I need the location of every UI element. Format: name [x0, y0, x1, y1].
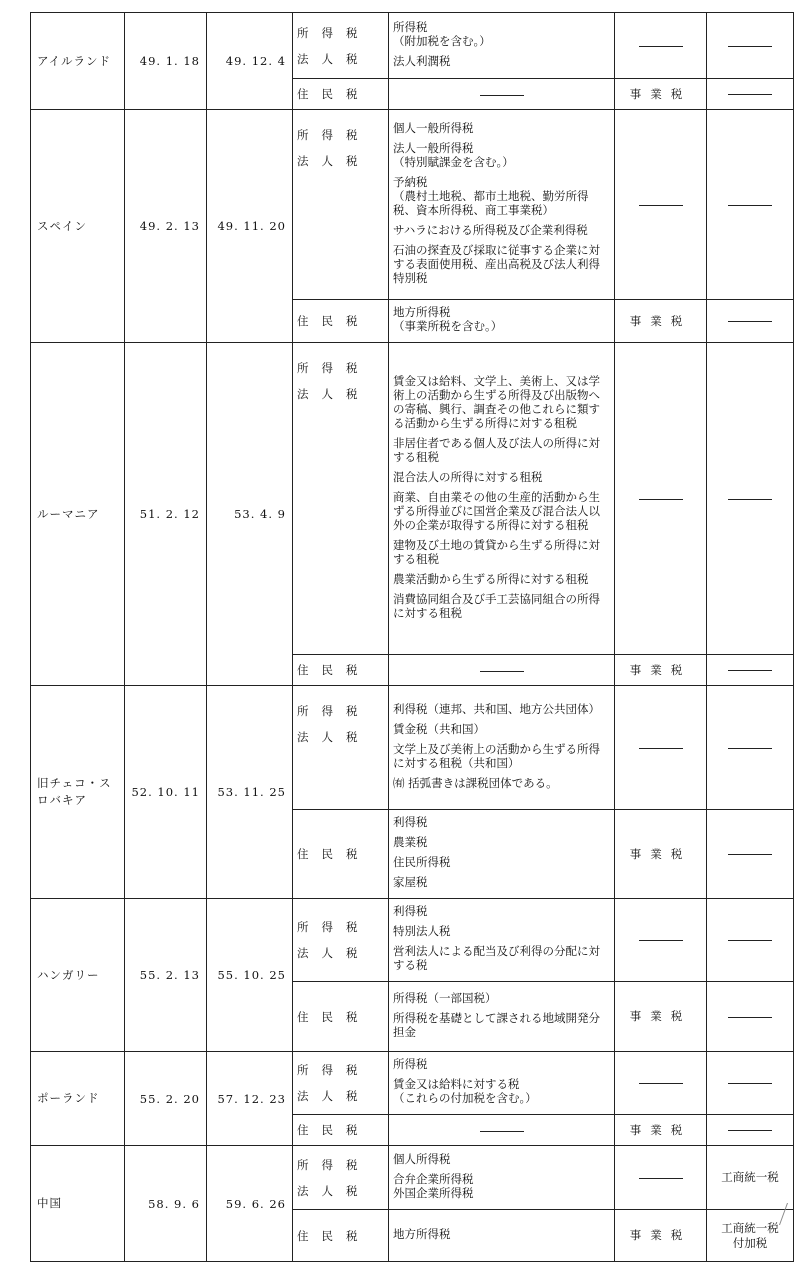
foreign-tax-item: 利得税: [393, 815, 428, 829]
signed-date: 51. 2. 12: [125, 343, 207, 686]
signed-date: 55. 2. 13: [125, 899, 207, 1052]
jigyo-tax-label: 事業税: [629, 1228, 692, 1242]
effective-date: 49. 12. 4: [207, 13, 293, 110]
japan-local-tax: [615, 300, 707, 343]
japan-local-tax: [615, 982, 707, 1052]
signed-date: 49. 2. 13: [125, 110, 207, 343]
other-tax: [707, 982, 794, 1052]
tax-category-label: 法人税: [297, 51, 371, 66]
dash-mark: [728, 94, 772, 95]
tax-category-label: 所得税: [297, 361, 371, 375]
japan-local-tax: [615, 686, 707, 810]
dash-mark: [639, 1083, 683, 1084]
tax-category-label: 所得税: [297, 1157, 371, 1172]
foreign-tax-item: 住民所得税: [393, 855, 451, 869]
country-name: スペイン: [31, 110, 125, 343]
dash-mark: [639, 940, 683, 941]
country-row-national: [31, 13, 794, 79]
tax-category-label: 住民税: [297, 1228, 371, 1243]
effective-date: 49. 11. 20: [207, 110, 293, 343]
dash-mark: [639, 748, 683, 749]
other-tax: [707, 686, 794, 810]
other-tax: [707, 810, 794, 899]
foreign-tax-item: 非居住者である個人及び法人の所得に対する租税: [393, 435, 600, 464]
japan-tax-category: [293, 300, 389, 343]
foreign-tax-item: 地方所得税: [393, 1226, 451, 1241]
signed-date: 49. 1. 18: [125, 13, 207, 110]
foreign-tax-list: [389, 110, 615, 300]
dash-mark: [480, 95, 524, 96]
country-name: アイルランド: [31, 13, 125, 110]
signed-date: 58. 9. 6: [125, 1146, 207, 1262]
japan-tax-category: [293, 110, 389, 300]
foreign-tax-list: [389, 300, 615, 343]
dash-mark: [728, 499, 772, 500]
country-row-national: [31, 1146, 794, 1210]
japan-local-tax: [615, 899, 707, 982]
japan-local-tax: [615, 655, 707, 686]
japan-local-tax: [615, 1146, 707, 1210]
country-row-national: [31, 343, 794, 655]
japan-local-tax: [615, 810, 707, 899]
other-tax: [707, 1052, 794, 1115]
foreign-tax-item: 特別法人税: [393, 924, 451, 938]
tax-category-label: 住民税: [297, 847, 371, 861]
foreign-tax-item: 地方所得税 （事業所税を含む。）: [393, 305, 503, 333]
foreign-tax-item: 予納税 （農村土地税、都市土地税、勤労所得税、資本所得税、商工事業税）: [393, 174, 589, 217]
japan-tax-category: [293, 1146, 389, 1210]
effective-date: 53. 4. 9: [207, 343, 293, 686]
foreign-tax-item: 営利法人による配当及び利得の分配に対する税: [393, 944, 600, 972]
tax-category-label: 法人税: [297, 387, 371, 401]
japan-tax-category: [293, 982, 389, 1052]
dash-mark: [728, 748, 772, 749]
foreign-tax-list: [389, 13, 615, 79]
foreign-tax-item: 混合法人の所得に対する租税: [393, 469, 543, 484]
country-name: 中国: [31, 1146, 125, 1262]
other-tax: [707, 1115, 794, 1146]
country-name: ハンガリー: [31, 899, 125, 1052]
tax-category-label: 所得税: [297, 128, 371, 142]
dash-mark: [480, 1131, 524, 1132]
foreign-tax-list: [389, 810, 615, 899]
foreign-tax-item: 農業税: [393, 835, 428, 849]
dash-mark: [728, 46, 772, 47]
jigyo-tax-label: 事業税: [629, 1122, 692, 1137]
tax-category-label: 住民税: [297, 1009, 371, 1024]
jigyo-tax-label: 事業税: [629, 313, 692, 328]
tax-category-label: 所得税: [297, 1063, 371, 1077]
country-name: 旧チェコ・スロバキア: [31, 686, 125, 899]
other-tax: 工商統一税: [707, 1146, 794, 1210]
tax-category-label: 法人税: [297, 1183, 371, 1198]
foreign-tax-item: 賃金税（共和国）: [393, 721, 485, 736]
japan-local-tax: [615, 110, 707, 300]
foreign-tax-item: 個人一般所得税: [393, 120, 474, 135]
foreign-tax-item: 法人利潤税: [393, 53, 451, 68]
jigyo-tax-label: 事業税: [629, 1009, 692, 1023]
foreign-tax-list: [389, 1052, 615, 1115]
dash-mark: [728, 1083, 772, 1084]
foreign-tax-item: 利得税（連邦、共和国、地方公共団体）: [393, 701, 600, 716]
dash-mark: [639, 1178, 683, 1179]
other-tax: 工商統一税 付加税: [707, 1210, 794, 1262]
country-row-national: [31, 110, 794, 300]
dash-mark: [639, 499, 683, 500]
foreign-tax-item: 商業、自由業その他の生産的活動から生ずる所得並びに国営企業及び混合法人以外の企業が取得する所得に対する租税: [393, 489, 600, 532]
tax-category-label: 法人税: [297, 730, 371, 744]
effective-date: 59. 6. 26: [207, 1146, 293, 1262]
foreign-tax-list: [389, 655, 615, 686]
country-row-national: [31, 686, 794, 810]
foreign-tax-item: 所得税を基礎として課される地域開発分担金: [393, 1010, 600, 1039]
country-row-national: [31, 1052, 794, 1115]
effective-date: 53. 11. 25: [207, 686, 293, 899]
dash-mark: [728, 670, 772, 671]
tax-category-label: 住民税: [297, 1123, 371, 1137]
foreign-tax-item: 所得税（一部国税）: [393, 990, 497, 1005]
other-tax: [707, 110, 794, 300]
dash-mark: [728, 854, 772, 855]
foreign-tax-list: [389, 1115, 615, 1146]
other-tax: [707, 300, 794, 343]
foreign-tax-item: 所得税: [393, 1057, 428, 1071]
foreign-tax-item: 個人所得税: [393, 1151, 451, 1166]
foreign-tax-list: [389, 686, 615, 810]
tax-category-label: 法人税: [297, 154, 371, 168]
tax-category-label: 法人税: [297, 1089, 371, 1103]
other-tax: [707, 343, 794, 655]
japan-tax-category: [293, 1115, 389, 1146]
dash-mark: [728, 1130, 772, 1131]
japan-local-tax: [615, 13, 707, 79]
foreign-tax-item: 所得税 （附加税を含む。）: [393, 19, 491, 48]
foreign-tax-item: 家屋税: [393, 875, 428, 889]
other-tax: [707, 13, 794, 79]
japan-tax-category: [293, 79, 389, 110]
japan-tax-category: [293, 1210, 389, 1262]
dash-mark: [728, 1017, 772, 1018]
dash-mark: [728, 205, 772, 206]
foreign-tax-list: [389, 343, 615, 655]
japan-tax-category: [293, 13, 389, 79]
foreign-tax-item: 利得税: [393, 904, 428, 918]
japan-local-tax: [615, 1052, 707, 1115]
country-name: ルーマニア: [31, 343, 125, 686]
effective-date: 55. 10. 25: [207, 899, 293, 1052]
foreign-tax-item: 建物及び土地の賃貸から生ずる所得に対する租税: [393, 537, 600, 566]
tax-category-label: 法人税: [297, 946, 371, 960]
dash-mark: [728, 321, 772, 322]
other-tax: [707, 655, 794, 686]
tax-category-label: 住民税: [297, 314, 371, 328]
effective-date: 57. 12. 23: [207, 1052, 293, 1146]
foreign-tax-list: [389, 1210, 615, 1262]
foreign-tax-list: [389, 79, 615, 110]
japan-tax-category: [293, 343, 389, 655]
foreign-tax-list: [389, 899, 615, 982]
dash-mark: [639, 46, 683, 47]
foreign-tax-item: 消費協同組合及び手工芸協同組合の所得に対する租税: [393, 591, 600, 620]
japan-local-tax: [615, 1210, 707, 1262]
foreign-tax-item: ㈲ 括弧書きは課税団体である。: [393, 775, 558, 790]
dash-mark: [480, 671, 524, 672]
dash-mark: [728, 940, 772, 941]
tax-category-label: 所得税: [297, 25, 371, 40]
tax-category-label: 住民税: [297, 663, 371, 677]
signed-date: 55. 2. 20: [125, 1052, 207, 1146]
japan-tax-category: [293, 686, 389, 810]
signed-date: 52. 10. 11: [125, 686, 207, 899]
foreign-tax-list: [389, 1146, 615, 1210]
tax-category-label: 所得税: [297, 920, 371, 934]
other-tax: [707, 79, 794, 110]
japan-tax-category: [293, 899, 389, 982]
japan-tax-category: [293, 655, 389, 686]
foreign-tax-list: [389, 982, 615, 1052]
foreign-tax-item: 合弁企業所得税 外国企業所得税: [393, 1171, 474, 1200]
foreign-tax-item: 文学上及び美術上の活動から生ずる所得に対する租税（共和国）: [393, 741, 600, 770]
jigyo-tax-label: 事業税: [629, 662, 692, 677]
japan-local-tax: [615, 79, 707, 110]
other-tax: [707, 899, 794, 982]
jigyo-tax-label: 事業税: [629, 86, 692, 101]
country-row-national: [31, 899, 794, 982]
japan-local-tax: [615, 1115, 707, 1146]
foreign-tax-item: 賃金又は給料に対する税 （これらの付加税を含む。）: [393, 1077, 537, 1105]
japan-tax-category: [293, 1052, 389, 1115]
japan-tax-category: [293, 810, 389, 899]
tax-category-label: 住民税: [297, 87, 371, 101]
tax-category-label: 所得税: [297, 704, 371, 718]
foreign-tax-item: サハラにおける所得税及び企業利得税: [393, 222, 588, 237]
dash-mark: [639, 205, 683, 206]
foreign-tax-item: 法人一般所得税 （特別賦課金を含む。）: [393, 140, 514, 169]
foreign-tax-item: 農業活動から生ずる所得に対する租税: [393, 571, 589, 586]
country-name: ポーランド: [31, 1052, 125, 1146]
foreign-tax-item: 賃金又は給料、文学上、美術上、又は学術上の活動から生ずる所得及び出版物への寄稿、興行、調査その他これらに類する活動から生ずる所得に対する租税: [393, 373, 600, 430]
foreign-tax-item: 石油の探査及び採取に従事する企業に対する表面使用税、産出高税及び法人利得特別税: [393, 242, 600, 285]
jigyo-tax-label: 事業税: [629, 846, 692, 861]
japan-local-tax: [615, 343, 707, 655]
tax-treaty-table: [30, 12, 794, 1262]
